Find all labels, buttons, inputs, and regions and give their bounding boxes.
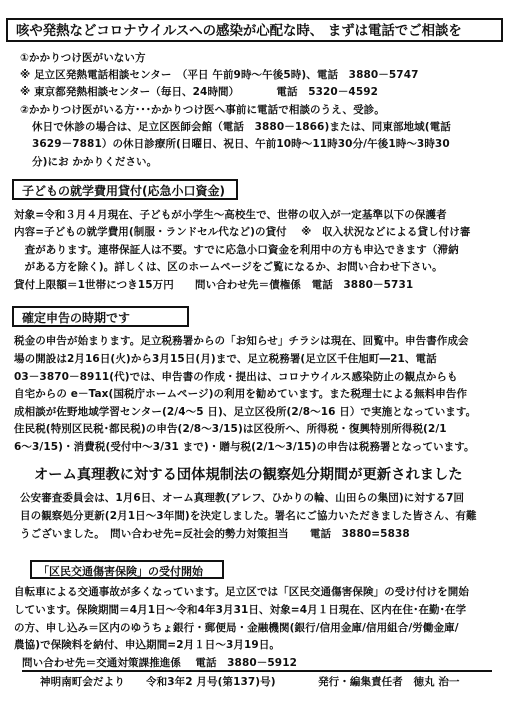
tax-line: 成相談が佐野地域学習センター(2/4～5 日)、足立区役所(2/8～16 日）で実施となっています。 (14, 406, 477, 418)
aum-line: 公安審査委員会は、1月6日、オーム真理教(アレフ、ひかりの輪、山田らの集団)に対する7回 (20, 492, 465, 504)
tax-line: 場の開設は2月16日(火)から3月15日(月)まで、足立税務署(足立区千住旭町―21、電話 (14, 353, 437, 365)
loan-line: 査があります。連帯保証人は不要。すでに応急小口資金を利用中の方も申込できます（滞納 (14, 244, 459, 256)
covid-line: ①かかりつけ医がいない方 (20, 52, 146, 64)
covid-line: ②かかりつけ医がいる方･･･かかりつけ医へ事前に電話で相談のうえ、受診。 (20, 104, 385, 116)
loan-header: 子どもの就学費用貸付(応急小口資金) (22, 184, 225, 198)
insurance-line: の方、申し込み＝区内のゆうちょ銀行・郵便局・金融機関(銀行/信用金庫/信用組合/労働金庫/ (14, 622, 459, 634)
aum-line: うございました。 問い合わせ先=反社会的勢力対策担当 電話 3880=5838 (20, 528, 410, 540)
covid-line: ※ 東京都発熱相談センター（毎日、24時間） 電話 5320－4592 (20, 86, 379, 98)
insurance-line: 問い合わせ先＝交通対策課推進係 電話 3880－5912 (22, 657, 298, 669)
covid-header: 咳や発熱などコロナウイルスへの感染が心配な時、 まずは電話でご相談を (16, 24, 462, 39)
tax-line: 税金の申告が始まります。足立税務署からの「お知らせ」チラシは現在、回覧中。申告書作成会 (14, 335, 469, 347)
tax-header: 確定申告の時期です (22, 311, 131, 325)
insurance-line: 自転車による交通事故が多くなっています。足立区では「区民交通傷害保険」の受け付けを開始 (14, 586, 469, 598)
loan-header-box (12, 179, 238, 200)
covid-header-box (6, 18, 503, 42)
insurance-header-box (30, 560, 224, 579)
loan-line: 貸付上限額＝1世帯につき15万円 問い合わせ先＝債権係 電話 3880－5731 (14, 279, 414, 291)
tax-line: 6～3/15)・消費税(受付中～3/31 まで)・贈与税(2/1～3/15)の申告は税務署となっています。 (14, 441, 475, 453)
aum-line: 目の観察処分更新(2月1日～3年間)を決定しました。署名にご協力いただきました皆さん、有難 (20, 510, 477, 522)
tax-line: 住民税(特別区民税･都民税)の申告(2/8～3/15)は区役所へ、所得税・復興特別所得税(2/1 (14, 423, 447, 435)
insurance-line: しています。保険期間＝4月1日～令和4年3月31日、対象=4月１日現在、区内在住･在勤･在学 (14, 604, 467, 616)
aum-title: オーム真理教に対する団体規制法の観察処分期間が更新されました (34, 467, 463, 483)
covid-line: 分)にお かかりください。 (32, 156, 158, 168)
loan-line: 対象=令和３月４月現在、子どもが小学生～高校生で、世帯の収入が一定基準以下の保護者 (14, 209, 447, 221)
tax-line: 03－3870－8911(代)では、申告書の作成・提出は、コロナウイルス感染防止の観点からも (14, 371, 458, 383)
covid-line: 3629－7881）の休日診療所(日曜日、祝日、午前10時～11時30分/午後1時～3時30 (32, 138, 450, 150)
covid-line: 休日で休診の場合は、足立区医師会館（電話 3880－1866)または、同東部地域(電話 (32, 121, 451, 133)
tax-header-box (12, 306, 189, 327)
insurance-header: 「区民交通傷害保険」の受付開始 (38, 565, 203, 578)
tax-line: 自宅からの e－Tax(国税庁ホームページ)の利用を勧めています。また税理士による無料申告作 (14, 388, 468, 400)
loan-line: がある方を除く)。詳しくは、区のホームページをご覧になるか、お問い合わせ下さい。 (14, 261, 443, 273)
footer-rule (22, 670, 492, 672)
footer-text: 神明南町会だより 令和3年2 月号(第137)号) 発行・編集責任者 徳丸 治一 (40, 676, 460, 688)
covid-line: ※ 足立区発熱電話相談センター （平日 午前9時～午後5時)、電話 3880－5747 (20, 69, 419, 81)
loan-line: 内容=子どもの就学費用(制服・ランドセル代など)の貸付 ※ 収入状況などによる貸し付け審 (14, 226, 471, 238)
insurance-line: 農協)で保険料を納付、申込期間=2月１日～3月19日。 (14, 639, 281, 651)
